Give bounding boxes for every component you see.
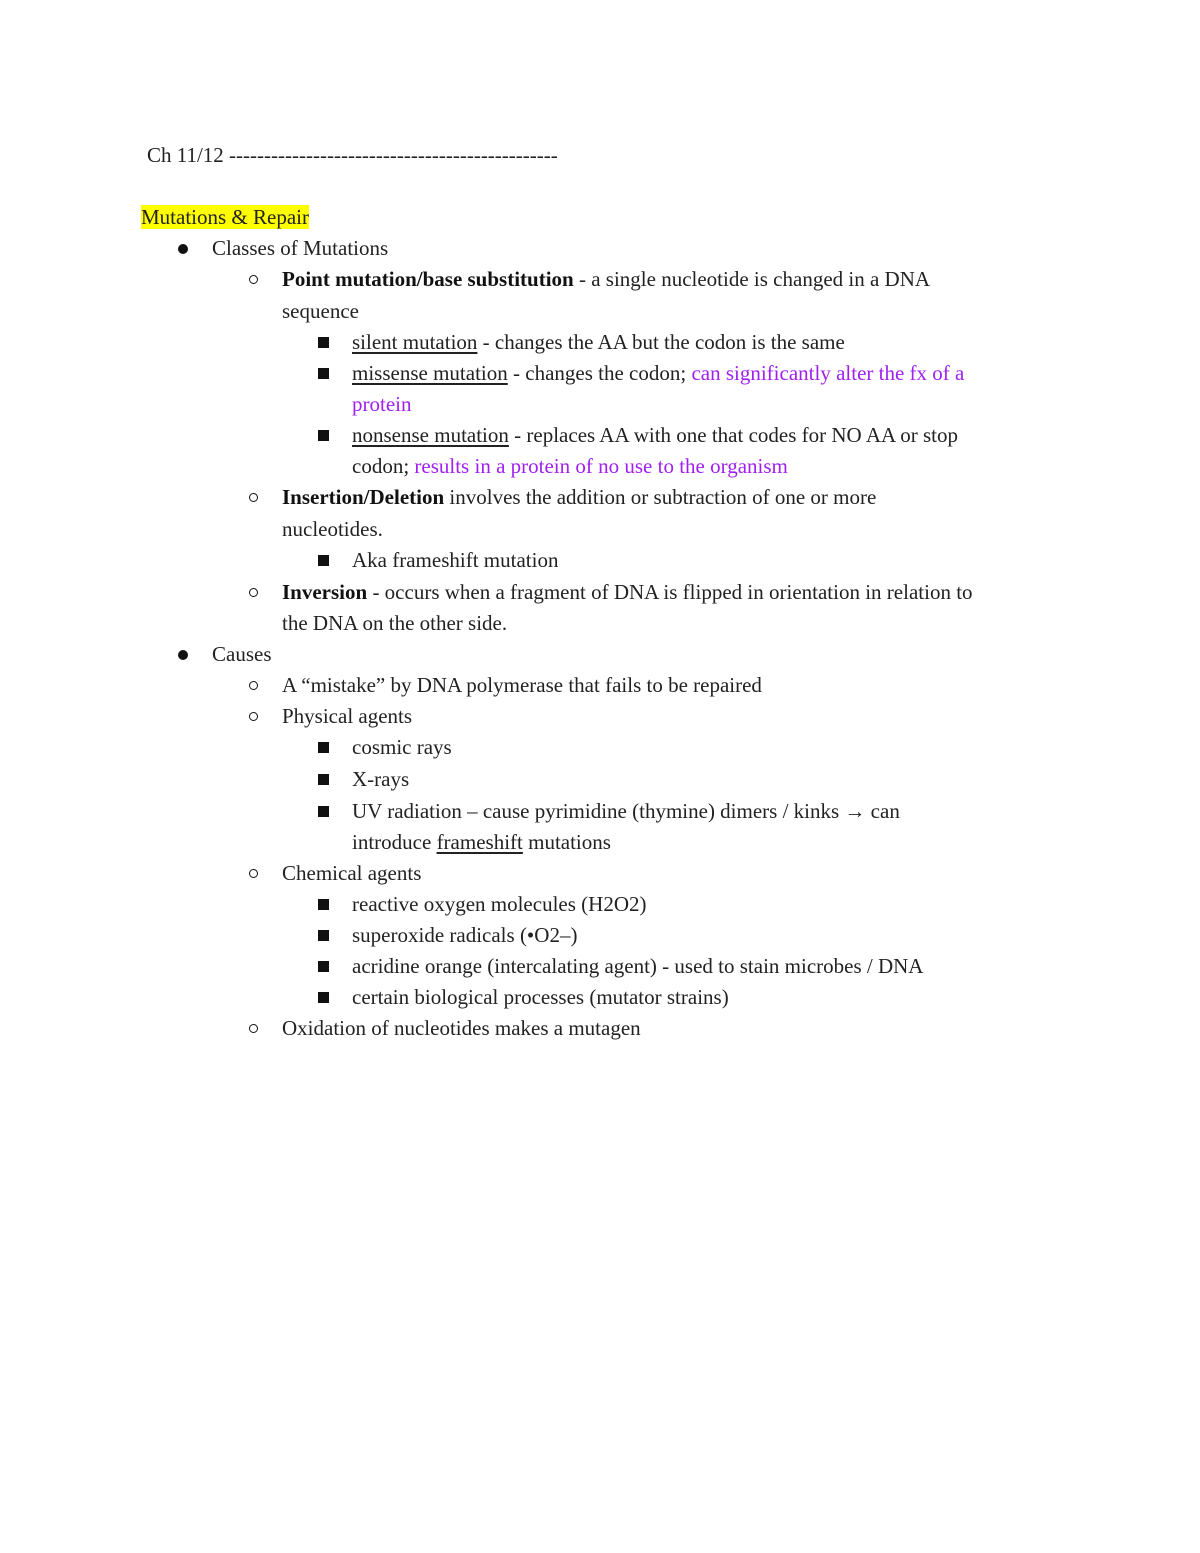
indel-item bbox=[282, 482, 876, 513]
missense-mutation-note: can significantly alter the fx of a bbox=[691, 361, 965, 385]
missense-mutation-note-cont: protein bbox=[352, 392, 412, 416]
section-title bbox=[141, 202, 309, 233]
indel-desc: involves the addition or subtraction of one or more bbox=[444, 485, 877, 509]
missense-mutation-term: missense mutation bbox=[352, 361, 508, 385]
bullet-circle-marker bbox=[249, 858, 258, 889]
missense-mutation-item bbox=[352, 358, 964, 389]
bullet-circle-marker bbox=[249, 264, 258, 295]
silent-mutation-item bbox=[352, 327, 845, 358]
cosmic-rays-item: cosmic rays bbox=[352, 735, 452, 759]
physical-agents-label: Physical agents bbox=[282, 704, 413, 728]
inversion-term: Inversion bbox=[282, 580, 368, 604]
inversion-desc-cont: the DNA on the other side. bbox=[282, 611, 508, 635]
superoxide-item: superoxide radicals (•O2–) bbox=[352, 923, 578, 947]
bullet-square-marker bbox=[318, 889, 329, 920]
silent-mutation-desc: - changes the AA but the codon is the same bbox=[477, 330, 845, 354]
uv-pre: introduce bbox=[352, 830, 437, 854]
bullet-disc-marker bbox=[178, 639, 188, 670]
bullet-square-marker bbox=[318, 327, 329, 358]
bullet-square-marker bbox=[318, 796, 329, 827]
uv-radiation-item: UV radiation – cause pyrimidine (thymine) dimers / kinks → can bbox=[352, 799, 900, 823]
bullet-square-marker bbox=[318, 358, 329, 389]
bullet-square-marker bbox=[318, 982, 329, 1013]
xrays-item: X-rays bbox=[352, 767, 410, 791]
nonsense-mutation-item bbox=[352, 420, 958, 451]
indel-desc-cont: nucleotides. bbox=[282, 517, 383, 541]
point-mutation-desc-cont: sequence bbox=[282, 299, 359, 323]
nonsense-mutation-term: nonsense mutation bbox=[352, 423, 509, 447]
classes-of-mutations-label: Classes of Mutations bbox=[212, 236, 389, 260]
uv-radiation-cont bbox=[352, 827, 611, 858]
bullet-circle-marker bbox=[249, 482, 258, 513]
acridine-item: acridine orange (intercalating agent) - used to stain microbes / DNA bbox=[352, 954, 924, 978]
bullet-square-marker bbox=[318, 951, 329, 982]
nonsense-mutation-desc2: codon; bbox=[352, 454, 415, 478]
nonsense-mutation-desc-cont bbox=[352, 451, 788, 482]
chapter-header: Ch 11/12 ----------------------------------------------- bbox=[147, 143, 558, 167]
nonsense-mutation-note: results in a protein of no use to the organism bbox=[414, 454, 788, 478]
bullet-circle-marker bbox=[249, 670, 258, 701]
biological-processes-item: certain biological processes (mutator strains) bbox=[352, 985, 729, 1009]
bullet-circle-marker bbox=[249, 701, 258, 732]
causes-label: Causes bbox=[212, 642, 272, 666]
bullet-circle-marker bbox=[249, 1013, 258, 1044]
bullet-square-marker bbox=[318, 920, 329, 951]
bullet-square-marker bbox=[318, 420, 329, 451]
indel-term: Insertion/Deletion bbox=[282, 485, 445, 509]
inversion-item bbox=[282, 577, 973, 608]
bullet-square-marker bbox=[318, 732, 329, 763]
bullet-circle-marker bbox=[249, 577, 258, 608]
section-title-text: Mutations & Repair bbox=[141, 205, 309, 229]
point-mutation-desc: - a single nucleotide is changed in a DNA bbox=[573, 267, 931, 291]
bullet-disc-marker bbox=[178, 233, 188, 264]
inversion-desc: - occurs when a fragment of DNA is flipped in orientation in relation to bbox=[367, 580, 973, 604]
silent-mutation-term: silent mutation bbox=[352, 330, 478, 354]
frameshift-term: frameshift bbox=[436, 830, 523, 854]
point-mutation-term: Point mutation/base substitution bbox=[282, 267, 574, 291]
oxidation-item: Oxidation of nucleotides makes a mutagen bbox=[282, 1016, 641, 1040]
reactive-oxygen-item: reactive oxygen molecules (H2O2) bbox=[352, 892, 647, 916]
bullet-square-marker bbox=[318, 545, 329, 576]
point-mutation-item bbox=[282, 264, 930, 295]
frameshift-aka-item: Aka frameshift mutation bbox=[352, 548, 559, 572]
polymerase-mistake-item: A “mistake” by DNA polymerase that fails to be repaired bbox=[282, 673, 762, 697]
bullet-square-marker bbox=[318, 764, 329, 795]
missense-mutation-desc: - changes the codon; bbox=[507, 361, 692, 385]
nonsense-mutation-desc: - replaces AA with one that codes for NO AA or stop bbox=[508, 423, 958, 447]
chemical-agents-label: Chemical agents bbox=[282, 861, 422, 885]
uv-post: mutations bbox=[522, 830, 611, 854]
